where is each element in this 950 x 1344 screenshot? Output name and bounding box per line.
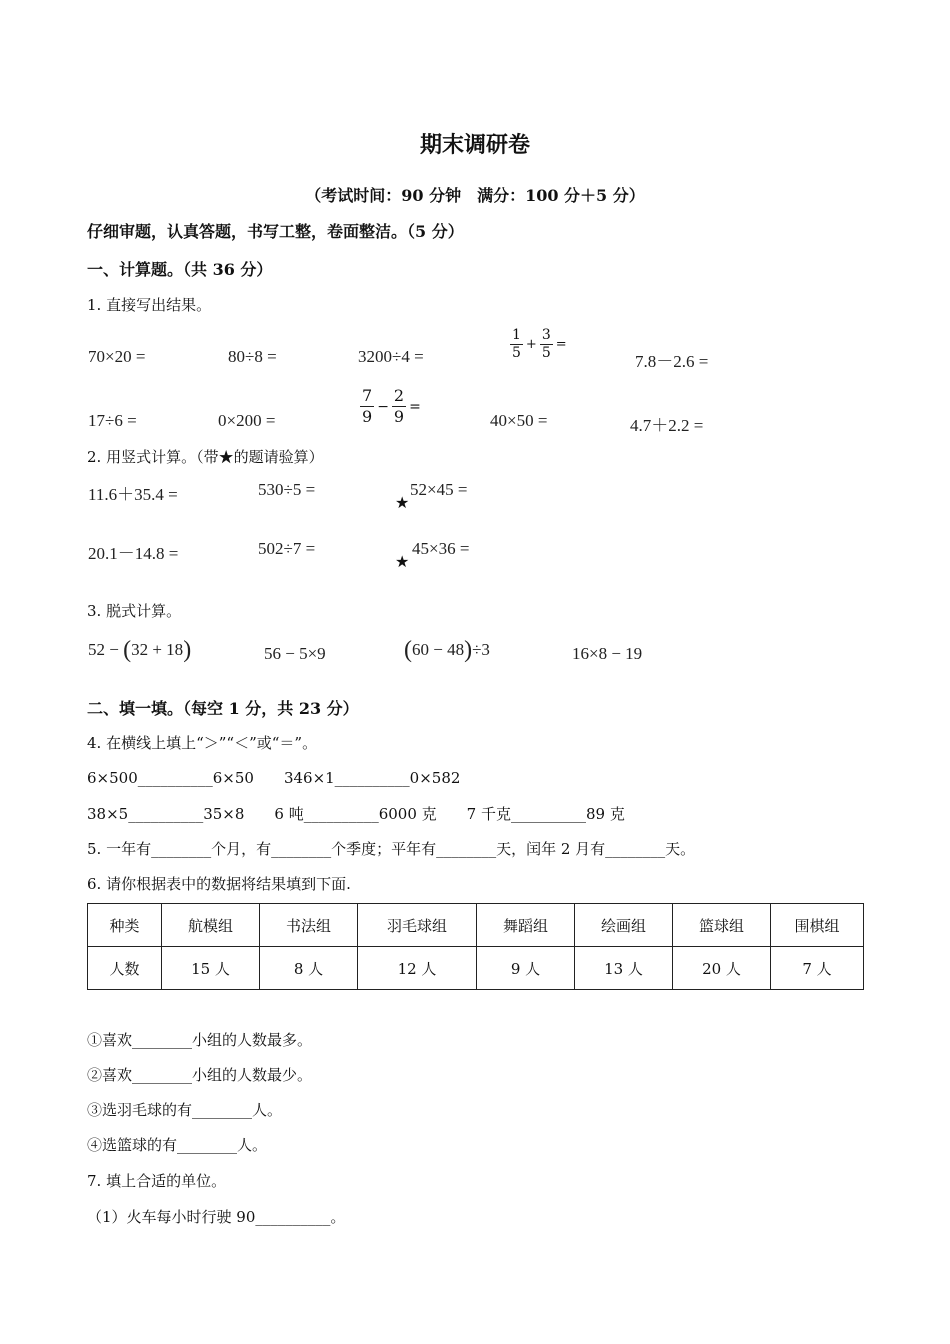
table-cell: 13 人 bbox=[575, 947, 673, 990]
table-header-cell: 航模组 bbox=[162, 904, 260, 947]
table-header-cell: 种类 bbox=[88, 904, 162, 947]
q1-item: 3200÷4 = bbox=[358, 347, 424, 366]
table-row bbox=[88, 947, 864, 990]
denominator: 5 bbox=[541, 345, 551, 361]
table-cell: 20 人 bbox=[673, 947, 771, 990]
star-icon: ★ bbox=[395, 552, 410, 571]
table-cell: 7 人 bbox=[771, 947, 864, 990]
equals-sign: = bbox=[555, 337, 567, 352]
q1-item: 0×200 = bbox=[218, 411, 276, 430]
expr-suffix: ÷3 bbox=[472, 640, 490, 659]
q1-title: 1. 直接写出结果。 bbox=[87, 296, 212, 314]
q1-fraction-item bbox=[510, 327, 567, 362]
q2-item: 45×36 = bbox=[412, 539, 470, 558]
denominator: 9 bbox=[393, 407, 405, 426]
denominator: 5 bbox=[512, 345, 521, 361]
table-header-cell: 羽毛球组 bbox=[358, 904, 477, 947]
q7-title: 7. 填上合适的单位。 bbox=[87, 1172, 227, 1190]
q4-line: 6×500__________6×50 346×1__________0×582 bbox=[87, 769, 461, 787]
open-paren: ( bbox=[123, 637, 132, 663]
numerator: 1 bbox=[512, 327, 521, 343]
q4-line: 38×5__________35×8 6 吨__________6000 克 7 千克__________89 克 bbox=[87, 805, 625, 823]
table-cell: 15 人 bbox=[162, 947, 260, 990]
q6-item: ②喜欢________小组的人数最少。 bbox=[87, 1066, 313, 1084]
q1-item: 4.7＋2.2 = bbox=[630, 416, 704, 435]
q1-item: 80÷8 = bbox=[228, 347, 277, 366]
section-1-heading: 一、计算题。（共 36 分） bbox=[87, 260, 273, 279]
q2-title: 2. 用竖式计算。（带★的题请验算） bbox=[87, 448, 324, 466]
open-paren: ( bbox=[404, 637, 412, 663]
table-header-cell: 围棋组 bbox=[771, 904, 864, 947]
numerator: 3 bbox=[541, 327, 551, 343]
q2-item: 11.6＋35.4 = bbox=[88, 485, 178, 504]
table-header-cell: 舞蹈组 bbox=[477, 904, 575, 947]
q7-item: （1）火车每小时行驶 90__________。 bbox=[87, 1208, 346, 1226]
table-header-cell: 绘画组 bbox=[575, 904, 673, 947]
table-cell: 12 人 bbox=[358, 947, 477, 990]
table-header-cell: 篮球组 bbox=[673, 904, 771, 947]
q1-item: 40×50 = bbox=[490, 411, 548, 430]
q1-fraction-item bbox=[360, 386, 421, 427]
q3-item bbox=[404, 637, 490, 664]
q2-item: 502÷7 = bbox=[258, 539, 316, 558]
q6-item: ③选羽毛球的有________人。 bbox=[87, 1101, 283, 1119]
table-header-row bbox=[88, 904, 864, 947]
q3-item: 56 − 5×9 bbox=[264, 644, 326, 663]
page-title: 期末调研卷 bbox=[419, 132, 530, 158]
q3-item: 16×8 − 19 bbox=[572, 644, 643, 663]
numerator: 7 bbox=[362, 386, 373, 405]
instruction: 仔细审题，认真答题，书写工整，卷面整洁。（5 分） bbox=[87, 222, 464, 241]
operator: + bbox=[525, 337, 537, 352]
expr-inner: 32 + 18 bbox=[131, 640, 184, 659]
q4-title: 4. 在横线上填上“＞”“＜”或“＝”。 bbox=[87, 734, 318, 752]
exam-info: （考试时间：90 分钟 满分：100 分＋5 分） bbox=[305, 186, 645, 205]
q1-item: 70×20 = bbox=[88, 347, 146, 366]
denominator: 9 bbox=[362, 407, 373, 426]
star-icon: ★ bbox=[395, 493, 410, 512]
q1-item: 7.8－2.6 = bbox=[635, 352, 709, 371]
q5-text: 5. 一年有________个月，有________个季度；平年有________天，闰年 2 月有________天。 bbox=[87, 840, 696, 858]
section-2-heading: 二、填一填。（每空 1 分，共 23 分） bbox=[87, 699, 359, 718]
expr-prefix: 52 − bbox=[88, 640, 124, 659]
expr-inner: 60 − 48 bbox=[412, 640, 465, 659]
table-cell: 9 人 bbox=[477, 947, 575, 990]
table-cell: 8 人 bbox=[260, 947, 358, 990]
operator: − bbox=[377, 398, 389, 415]
numerator: 2 bbox=[393, 386, 405, 405]
q3-item bbox=[88, 637, 191, 664]
table-header-cell: 书法组 bbox=[260, 904, 358, 947]
q2-item: 530÷5 = bbox=[258, 480, 316, 499]
q6-item: ①喜欢________小组的人数最多。 bbox=[87, 1031, 313, 1049]
q6-title: 6. 请你根据表中的数据将结果填到下面. bbox=[87, 875, 351, 893]
q3-title: 3. 脱式计算。 bbox=[87, 602, 182, 620]
table-cell: 人数 bbox=[88, 947, 162, 990]
close-paren: ) bbox=[464, 637, 473, 663]
q6-item: ④选篮球的有________人。 bbox=[87, 1136, 268, 1154]
close-paren: ) bbox=[183, 637, 192, 663]
q2-item: 20.1－14.8 = bbox=[88, 544, 179, 563]
q1-item: 17÷6 = bbox=[88, 411, 137, 430]
q2-item: 52×45 = bbox=[410, 480, 468, 499]
equals-sign: = bbox=[409, 398, 421, 415]
data-table bbox=[87, 903, 864, 990]
